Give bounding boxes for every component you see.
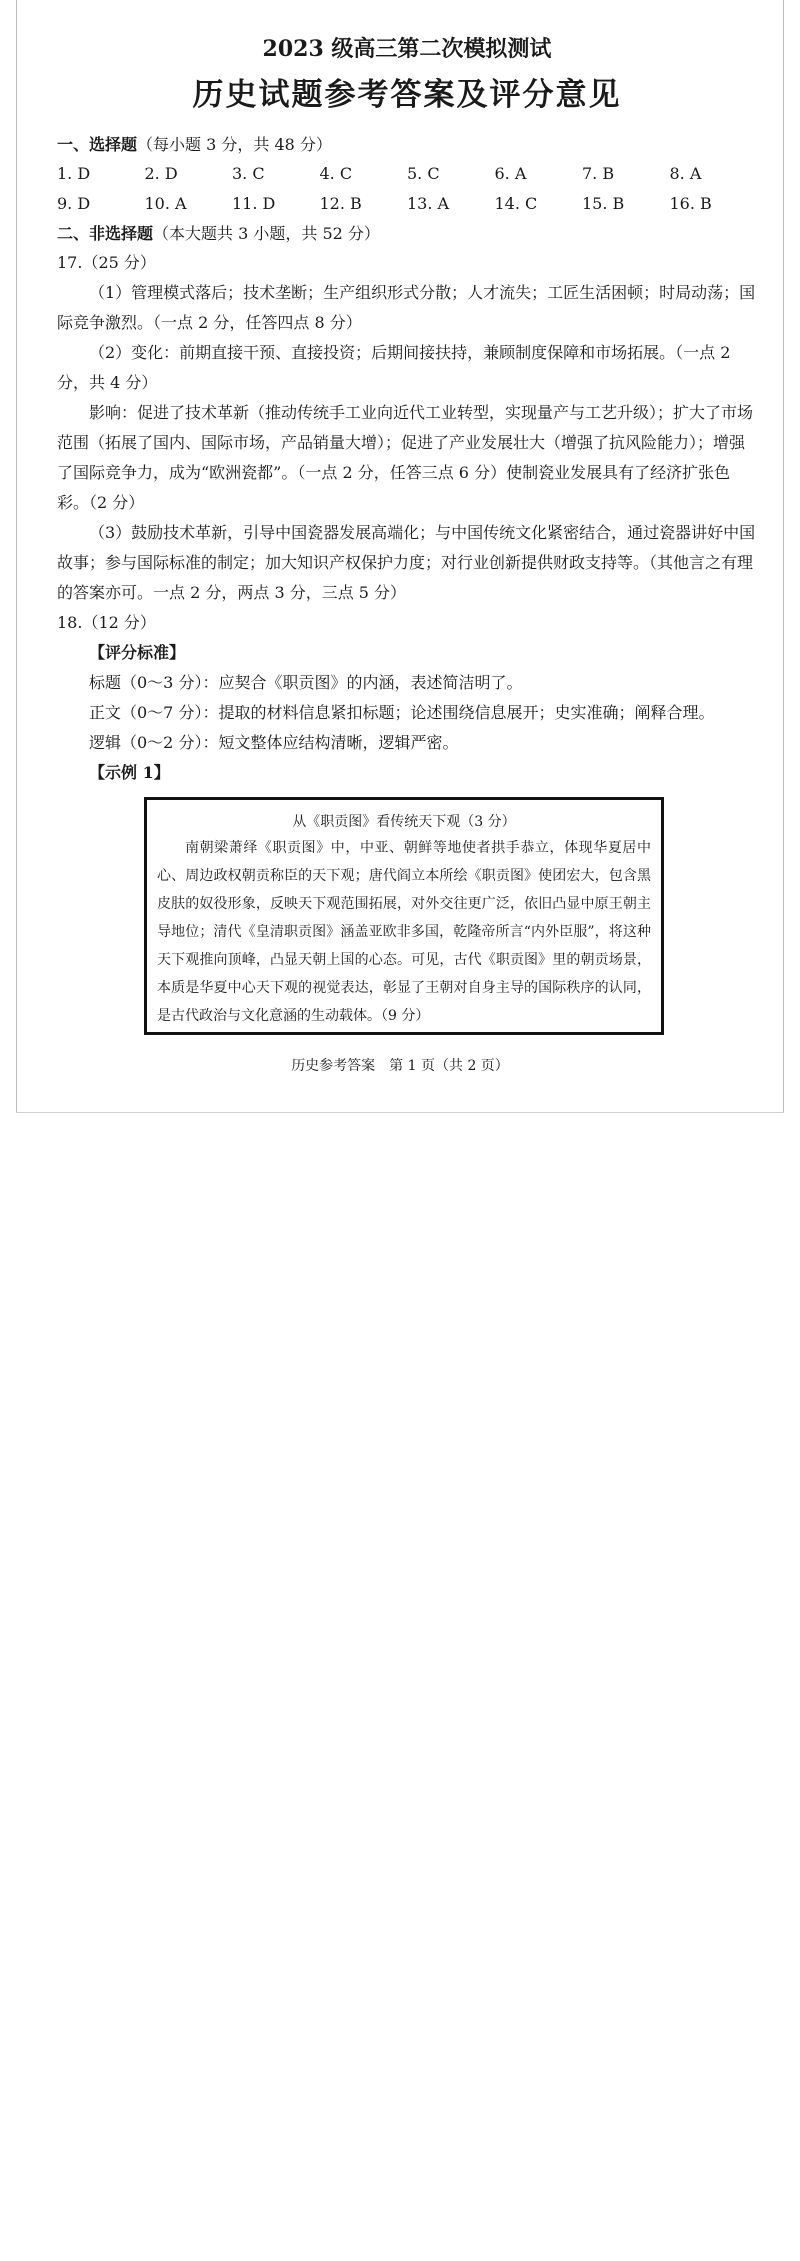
mc-answer: 2. D xyxy=(144,164,178,183)
criteria-heading: 【评分标准】 xyxy=(89,643,186,662)
example-heading: 【示例 1】 xyxy=(89,763,170,782)
mc-answer: 10. A xyxy=(144,194,187,213)
mc-answer: 1. D xyxy=(57,164,91,183)
document-title: 历史试题参考答案及评分意见 xyxy=(192,77,622,113)
mc-answer: 7. B xyxy=(582,164,615,183)
q17-label: 17.（25 分） xyxy=(57,253,156,272)
mc-answer: 6. A xyxy=(494,164,527,183)
document-body xyxy=(57,32,757,788)
q17-part3: （3）鼓励技术革新，引导中国瓷器发展高端化；与中国传统文化紧密结合，通过瓷器讲好中国故事；参与国际标准的制定；加大知识产权保护力度；对行业创新提供财政支持等。（其他言之有理的答案亦可。一点 2 分，两点 3 分，三点 5 分） xyxy=(57,523,756,602)
mc-answer: 8. A xyxy=(669,164,702,183)
page-footer: 历史参考答案 第 1 页（共 2 页） xyxy=(291,1058,509,1074)
criteria-logic: 逻辑（0～2 分）：短文整体应结构清晰，逻辑严密。 xyxy=(89,733,459,752)
sample-essay-box xyxy=(144,797,664,1035)
exam-title: 2023 级高三第二次模拟测试 xyxy=(262,36,552,62)
sample-essay-title: 从《职贡图》看传统天下观（3 分） xyxy=(292,814,516,830)
criteria-title: 标题（0～3 分）：应契合《职贡图》的内涵，表述简洁明了。 xyxy=(89,673,523,692)
mc-answer: 5. C xyxy=(407,164,440,183)
criteria-body: 正文（0～7 分）：提取的材料信息紧扣标题；论述围绕信息展开；史实准确；阐释合理。 xyxy=(89,703,715,722)
mc-answer: 9. D xyxy=(57,194,91,213)
sample-essay-body: 南朝梁萧绎《职贡图》中，中亚、朝鲜等地使者拱手恭立，体现华夏居中心、周边政权朝贡称臣的天下观；唐代阎立本所绘《职贡图》使团宏大，包含黑皮肤的奴役形象，反映天下观范围拓展，对外交往更广泛，依旧凸显中原王朝主导地位；清代《皇清职贡图》涵盖亚欧非多国，乾隆帝所言“内外臣服”，将这种天下观推向顶峰，凸显天朝上国的心态。可见，古代《职贡图》里的朝贡场景，本质是华夏中心天下观的视觉表达，彰显了王朝对自身主导的国际秩序的认同，是古代政治与文化意涵的生动载体。（9 分） xyxy=(157,840,651,1024)
section1-title: 一、选择题 xyxy=(57,135,138,154)
mc-answer: 16. B xyxy=(669,194,712,213)
mc-answer: 13. A xyxy=(407,194,450,213)
mc-answer: 12. B xyxy=(319,194,362,213)
mc-answer: 4. C xyxy=(319,164,353,183)
section1-heading xyxy=(57,130,757,159)
section2-heading xyxy=(57,219,757,248)
section2-note: （本大题共 3 小题，共 52 分） xyxy=(153,224,380,243)
mc-answer-grid xyxy=(57,159,757,219)
mc-answer: 15. B xyxy=(582,194,625,213)
q18-label: 18.（12 分） xyxy=(57,613,156,632)
section2-title: 二、非选择题 xyxy=(57,224,154,243)
q17-part2-impact: 影响：促进了技术革新（推动传统手工业向近代工业转型，实现量产与工艺升级）；扩大了市场范围（拓展了国内、国际市场，产品销量大增）；促进了产业发展壮大（增强了抗风险能力）；增强了国际竞争力，成为“欧洲瓷都”。（一点 2 分，任答三点 6 分）使制瓷业发展具有了经济扩张色彩。（2 分） xyxy=(57,403,754,512)
mc-answer: 14. C xyxy=(494,194,538,213)
mc-answer: 11. D xyxy=(232,194,276,213)
section1-note: （每小题 3 分，共 48 分） xyxy=(137,135,332,154)
q17-part2: （2）变化：前期直接干预、直接投资；后期间接扶持，兼顾制度保障和市场拓展。（一点 2 分，共 4 分） xyxy=(57,343,731,392)
mc-answer: 3. C xyxy=(232,164,265,183)
q17-part1: （1）管理模式落后；技术垄断；生产组织形式分散；人才流失；工匠生活困顿；时局动荡；国际竞争激烈。（一点 2 分，任答四点 8 分） xyxy=(57,283,756,332)
